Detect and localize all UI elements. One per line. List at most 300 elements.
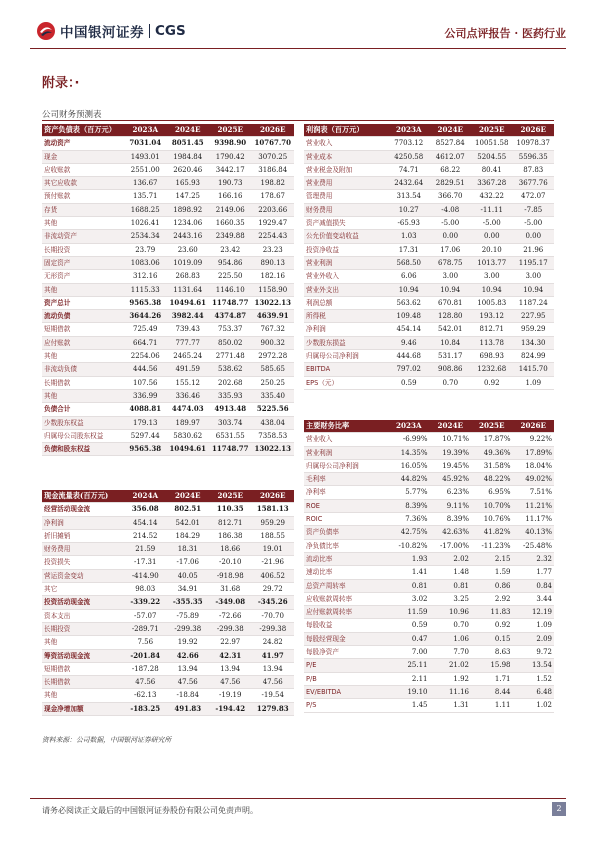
cell-value: 2972.28 <box>252 350 295 363</box>
row-label: 应付账款周转率 <box>304 606 388 619</box>
cell-value: 1158.90 <box>252 283 295 296</box>
cell-value: -65.93 <box>388 217 430 230</box>
cell-value: 15.98 <box>471 659 513 672</box>
table-row <box>42 622 294 635</box>
cell-value: 10.27 <box>388 203 430 216</box>
row-label: 少数股东权益 <box>42 416 124 429</box>
cell-value: 1660.35 <box>209 217 252 230</box>
table-title: 现金流量表(百万元) <box>42 490 124 503</box>
cell-value: 2771.48 <box>209 350 252 363</box>
table-header-row <box>42 490 294 503</box>
table-row <box>304 376 554 389</box>
cell-value: 8051.45 <box>167 137 210 150</box>
cell-value: 1279.83 <box>252 702 295 715</box>
cell-value: 16.05% <box>388 459 430 472</box>
cell-value: 2.02 <box>430 552 472 565</box>
row-label: 归属母公司股东权益 <box>42 429 124 442</box>
cell-value: 890.13 <box>252 256 295 269</box>
cell-value: 5204.55 <box>471 150 513 163</box>
source-note: 资料来源：公司数据，中国银河证券研究所 <box>42 736 172 744</box>
cell-value: 1115.33 <box>124 283 167 296</box>
cell-value: 954.86 <box>209 256 252 269</box>
cell-value: 135.71 <box>124 190 167 203</box>
cell-value: 11.59 <box>388 606 430 619</box>
table-row <box>42 403 294 416</box>
cell-value: 11748.77 <box>209 296 252 309</box>
cell-value: 9.72 <box>513 646 555 659</box>
cell-value: 2829.51 <box>430 177 472 190</box>
cell-value: 356.08 <box>124 503 167 516</box>
cell-value: 19.45% <box>430 459 472 472</box>
cell-value: 0.00 <box>513 230 555 243</box>
cell-value: 87.83 <box>513 163 555 176</box>
cell-value: 9398.90 <box>209 137 252 150</box>
table-row <box>42 636 294 649</box>
table-row <box>304 150 554 163</box>
brand-name-cn: 中国银河证券 <box>60 25 144 41</box>
cell-value: 824.99 <box>513 350 555 363</box>
row-label: 投资损失 <box>42 556 124 569</box>
row-label: 折旧摊销 <box>42 529 124 542</box>
cell-value: 202.68 <box>209 376 252 389</box>
table-row <box>42 203 294 216</box>
row-label: EBITDA <box>304 363 388 376</box>
cell-value: 23.60 <box>167 243 210 256</box>
cell-value: 29.72 <box>252 583 295 596</box>
cell-value: 5596.35 <box>513 150 555 163</box>
row-label: 无形资产 <box>42 270 124 283</box>
row-label: 营业外支出 <box>304 283 388 296</box>
cell-value: 1.92 <box>430 672 472 685</box>
table-row <box>304 513 554 526</box>
cell-value: 1.48 <box>430 566 472 579</box>
cell-value: 13.94 <box>209 662 252 675</box>
cell-value: 6.95% <box>471 486 513 499</box>
cell-value: 45.92% <box>430 473 472 486</box>
cell-value: 3070.25 <box>252 150 295 163</box>
appendix-heading: 附录：· <box>42 76 80 91</box>
column-header: 2024E <box>167 490 210 503</box>
cell-value: 8.39% <box>430 513 472 526</box>
cell-value: 49.02% <box>513 473 555 486</box>
cell-value: 31.58% <box>471 459 513 472</box>
table-row <box>42 177 294 190</box>
cell-value: 0.47 <box>388 632 430 645</box>
cell-value: 14.35% <box>388 446 430 459</box>
cell-value: 11.16 <box>430 685 472 698</box>
cell-value: 42.66 <box>167 649 210 662</box>
column-header: 2024E <box>167 124 210 137</box>
row-label: P/E <box>304 659 388 672</box>
row-label: 营业利润 <box>304 256 388 269</box>
cell-value: 23.42 <box>209 243 252 256</box>
cell-value: 670.81 <box>430 296 472 309</box>
cell-value: 1.45 <box>388 699 430 712</box>
cell-value: 179.13 <box>124 416 167 429</box>
cell-value: 186.38 <box>209 529 252 542</box>
cell-value: 0.84 <box>513 579 555 592</box>
cell-value: 1581.13 <box>252 503 295 516</box>
row-label: 财务费用 <box>304 203 388 216</box>
cell-value: 0.86 <box>471 579 513 592</box>
cell-value: 542.01 <box>430 323 472 336</box>
column-header: 2025E <box>471 420 513 433</box>
cell-value: 5830.62 <box>167 429 210 442</box>
row-label: 负债和股东权益 <box>42 443 124 456</box>
row-label: 短期借款 <box>42 662 124 675</box>
column-header: 2023A <box>124 124 167 137</box>
cell-value: -5.00 <box>513 217 555 230</box>
cell-value: 21.02 <box>430 659 472 672</box>
cell-value: 1.31 <box>430 699 472 712</box>
row-label: 归属母公司净利润 <box>304 350 388 363</box>
cell-value: 10767.70 <box>252 137 295 150</box>
cell-value: -918.98 <box>209 569 252 582</box>
cell-value: 11.17% <box>513 513 555 526</box>
cell-value: -414.90 <box>124 569 167 582</box>
cell-value: 3.02 <box>388 592 430 605</box>
cell-value: 444.68 <box>388 350 430 363</box>
cell-value: -19.19 <box>209 689 252 702</box>
cell-value: 40.05 <box>167 569 210 582</box>
cell-value: 0.92 <box>471 619 513 632</box>
row-label: 负债合计 <box>42 403 124 416</box>
cell-value: -21.96 <box>252 556 295 569</box>
cell-value: 1234.06 <box>167 217 210 230</box>
row-label: 净负债比率 <box>304 539 388 552</box>
brand-logo <box>36 20 186 42</box>
cell-value: -57.07 <box>124 609 167 622</box>
cell-value: 47.56 <box>167 676 210 689</box>
cell-value: -5.00 <box>471 217 513 230</box>
table-row <box>42 689 294 702</box>
row-label: 非流动资产 <box>42 230 124 243</box>
cgs-logo-icon <box>36 21 56 41</box>
cell-value: 3982.44 <box>167 310 210 323</box>
cell-value: 19.01 <box>252 543 295 556</box>
row-label: 营业费用 <box>304 177 388 190</box>
cell-value: 1005.83 <box>471 296 513 309</box>
table-row <box>304 646 554 659</box>
cell-value: 563.62 <box>388 296 430 309</box>
cell-value: 2.92 <box>471 592 513 605</box>
cell-value: 11.83 <box>471 606 513 619</box>
table-row <box>304 217 554 230</box>
cell-value: 908.86 <box>430 363 472 376</box>
row-label: 速动比率 <box>304 566 388 579</box>
table-row <box>304 566 554 579</box>
table-row <box>42 270 294 283</box>
cell-value: 10494.61 <box>167 296 210 309</box>
row-label: P/S <box>304 699 388 712</box>
cell-value: 3367.28 <box>471 177 513 190</box>
cell-value: 491.83 <box>167 702 210 715</box>
cell-value: 4088.81 <box>124 403 167 416</box>
cell-value: 438.04 <box>252 416 295 429</box>
cell-value: 6.48 <box>513 685 555 698</box>
cell-value: 2620.46 <box>167 163 210 176</box>
cell-value: 0.92 <box>471 376 513 389</box>
row-label: 每股净资产 <box>304 646 388 659</box>
table-row <box>42 336 294 349</box>
cell-value: 10.96 <box>430 606 472 619</box>
cell-value: 6.23% <box>430 486 472 499</box>
row-label: 利润总额 <box>304 296 388 309</box>
cell-value: 2465.24 <box>167 350 210 363</box>
cell-value: 147.25 <box>167 190 210 203</box>
cell-value: -299.38 <box>252 622 295 635</box>
table-header-row <box>304 420 554 433</box>
table-row <box>304 659 554 672</box>
table-row <box>304 579 554 592</box>
cell-value: 49.36% <box>471 446 513 459</box>
cell-value: 850.02 <box>209 336 252 349</box>
cell-value: 42.31 <box>209 649 252 662</box>
cell-value: 2.11 <box>388 672 430 685</box>
cell-value: 40.13% <box>513 526 555 539</box>
cell-value: 1.06 <box>430 632 472 645</box>
column-header: 2026E <box>252 490 295 503</box>
cell-value: 4612.07 <box>430 150 472 163</box>
table-row <box>304 256 554 269</box>
cell-value: 268.83 <box>167 270 210 283</box>
cell-value: 1984.84 <box>167 150 210 163</box>
cell-value: 7.70 <box>430 646 472 659</box>
table-row <box>42 243 294 256</box>
table-row <box>42 190 294 203</box>
table-row <box>304 592 554 605</box>
cell-value: 1.52 <box>513 672 555 685</box>
cell-value: -70.70 <box>252 609 295 622</box>
cell-value: 41.97 <box>252 649 295 662</box>
cell-value: 110.35 <box>209 503 252 516</box>
row-label: 其他 <box>42 389 124 402</box>
cell-value: 454.14 <box>388 323 430 336</box>
cell-value: 1790.42 <box>209 150 252 163</box>
cell-value: 6.06 <box>388 270 430 283</box>
cell-value: 3.25 <box>430 592 472 605</box>
row-label: 少数股东损益 <box>304 336 388 349</box>
table-row <box>304 296 554 309</box>
cell-value: 312.16 <box>124 270 167 283</box>
cell-value: 542.01 <box>167 516 210 529</box>
row-label: 流动比率 <box>304 552 388 565</box>
cell-value: 7.56 <box>124 636 167 649</box>
cell-value: 1688.25 <box>124 203 167 216</box>
row-label: 筹资活动现金流 <box>42 649 124 662</box>
cell-value: 3644.26 <box>124 310 167 323</box>
row-label: 其它应收款 <box>42 177 124 190</box>
table-row <box>304 499 554 512</box>
cell-value: -62.13 <box>124 689 167 702</box>
cell-value: 10.94 <box>471 283 513 296</box>
cell-value: 1.02 <box>513 699 555 712</box>
column-header: 2024E <box>430 124 472 137</box>
table-row <box>42 310 294 323</box>
cell-value: 777.77 <box>167 336 210 349</box>
cell-value: 11.21% <box>513 499 555 512</box>
cell-value: -349.08 <box>209 596 252 609</box>
cell-value: -11.23% <box>471 539 513 552</box>
cell-value: -17.00% <box>430 539 472 552</box>
cell-value: 335.93 <box>209 389 252 402</box>
cell-value: 1.03 <box>388 230 430 243</box>
cell-value: 10.94 <box>430 283 472 296</box>
cell-value: 472.07 <box>513 190 555 203</box>
cell-value: 0.70 <box>430 619 472 632</box>
cell-value: 2.32 <box>513 552 555 565</box>
table-row <box>304 606 554 619</box>
cell-value: 10.71% <box>430 433 472 446</box>
cell-value: 10.70% <box>471 499 513 512</box>
column-header: 2026E <box>513 124 555 137</box>
cell-value: 336.46 <box>167 389 210 402</box>
row-label: 应付账款 <box>42 336 124 349</box>
row-label: 资产减值损失 <box>304 217 388 230</box>
row-label: 营业外收入 <box>304 270 388 283</box>
table-row <box>42 529 294 542</box>
table-row <box>42 596 294 609</box>
row-label: 应收账款 <box>42 163 124 176</box>
row-label: 长期借款 <box>42 376 124 389</box>
table-row <box>304 619 554 632</box>
cell-value: -299.38 <box>167 622 210 635</box>
cell-value: 31.68 <box>209 583 252 596</box>
table-row <box>304 699 554 712</box>
table-row <box>42 556 294 569</box>
cell-value: 184.29 <box>167 529 210 542</box>
table-row <box>42 662 294 675</box>
cell-value: 8.39% <box>388 499 430 512</box>
cell-value: 1.09 <box>513 376 555 389</box>
cell-value: 0.59 <box>388 376 430 389</box>
table-row <box>42 443 294 456</box>
row-label: 每股经营现金 <box>304 632 388 645</box>
cell-value: 812.71 <box>209 516 252 529</box>
cell-value: 8.63 <box>471 646 513 659</box>
cell-value: 18.31 <box>167 543 210 556</box>
cell-value: 109.48 <box>388 310 430 323</box>
cell-value: 585.65 <box>252 363 295 376</box>
table-header-row <box>304 124 554 137</box>
cell-value: 739.43 <box>167 323 210 336</box>
cell-value: 7703.12 <box>388 137 430 150</box>
row-label: 营运资金变动 <box>42 569 124 582</box>
cell-value: 1898.92 <box>167 203 210 216</box>
disclaimer-footer: 请务必阅读正文最后的中国银河证券股份有限公司免责声明。 <box>42 806 258 815</box>
cell-value: 42.63% <box>430 526 472 539</box>
cell-value: 42.75% <box>388 526 430 539</box>
table-row <box>42 363 294 376</box>
column-header: 2023A <box>388 420 430 433</box>
cell-value: 9.22% <box>513 433 555 446</box>
table-row <box>42 256 294 269</box>
cell-value: 698.93 <box>471 350 513 363</box>
cell-value: 531.17 <box>430 350 472 363</box>
cell-value: 1232.68 <box>471 363 513 376</box>
cell-value: 155.12 <box>167 376 210 389</box>
cell-value: 250.25 <box>252 376 295 389</box>
table-row <box>304 539 554 552</box>
cell-value: 21.96 <box>513 243 555 256</box>
table-row <box>42 350 294 363</box>
cell-value: -339.22 <box>124 596 167 609</box>
column-header: 2024A <box>124 490 167 503</box>
cell-value: 0.00 <box>430 230 472 243</box>
column-header: 2023A <box>388 124 430 137</box>
table-row <box>304 446 554 459</box>
cell-value: 23.79 <box>124 243 167 256</box>
cell-value: 0.81 <box>388 579 430 592</box>
cell-value: 753.37 <box>209 323 252 336</box>
cell-value: 10.94 <box>388 283 430 296</box>
cell-value: 1.11 <box>471 699 513 712</box>
cell-value: -6.99% <box>388 433 430 446</box>
cell-value: 198.82 <box>252 177 295 190</box>
cell-value: 335.40 <box>252 389 295 402</box>
cell-value: -299.38 <box>209 622 252 635</box>
cell-value: -194.42 <box>209 702 252 715</box>
table-row <box>304 526 554 539</box>
row-label: 公允价值变动收益 <box>304 230 388 243</box>
table-row <box>42 583 294 596</box>
row-label: 长期投资 <box>42 243 124 256</box>
cell-value: 491.59 <box>167 363 210 376</box>
cell-value: 2.15 <box>471 552 513 565</box>
table-header-row <box>42 124 294 137</box>
row-label: EPS（元） <box>304 376 388 389</box>
row-label: 非流动负债 <box>42 363 124 376</box>
table-row <box>304 473 554 486</box>
table-row <box>42 150 294 163</box>
cell-value: 17.06 <box>430 243 472 256</box>
table-row <box>42 543 294 556</box>
cell-value: 227.95 <box>513 310 555 323</box>
cell-value: 0.15 <box>471 632 513 645</box>
table-row <box>42 702 294 715</box>
cell-value: -355.35 <box>167 596 210 609</box>
cell-value: 182.16 <box>252 270 295 283</box>
table-row <box>42 649 294 662</box>
cell-value: 336.99 <box>124 389 167 402</box>
table-row <box>304 177 554 190</box>
column-header: 2025E <box>471 124 513 137</box>
table-row <box>304 243 554 256</box>
cell-value: 18.66 <box>209 543 252 556</box>
column-header: 2025E <box>209 490 252 503</box>
header-divider <box>30 48 566 49</box>
cell-value: 225.50 <box>209 270 252 283</box>
row-label: 预付账款 <box>42 190 124 203</box>
brand-name-en: CGS <box>155 23 186 39</box>
table-row <box>304 433 554 446</box>
row-label: 流动负债 <box>42 310 124 323</box>
cell-value: -17.06 <box>167 556 210 569</box>
cell-value: 8527.84 <box>430 137 472 150</box>
cell-value: -187.28 <box>124 662 167 675</box>
cell-value: -18.84 <box>167 689 210 702</box>
row-label: 财务费用 <box>42 543 124 556</box>
row-label: 营业税金及附加 <box>304 163 388 176</box>
cell-value: 568.50 <box>388 256 430 269</box>
table-row <box>42 217 294 230</box>
cell-value: 10051.58 <box>471 137 513 150</box>
cell-value: 3186.84 <box>252 163 295 176</box>
table-row <box>42 163 294 176</box>
row-label: 营业收入 <box>304 137 388 150</box>
row-label: 营业收入 <box>304 433 388 446</box>
table-row <box>42 283 294 296</box>
